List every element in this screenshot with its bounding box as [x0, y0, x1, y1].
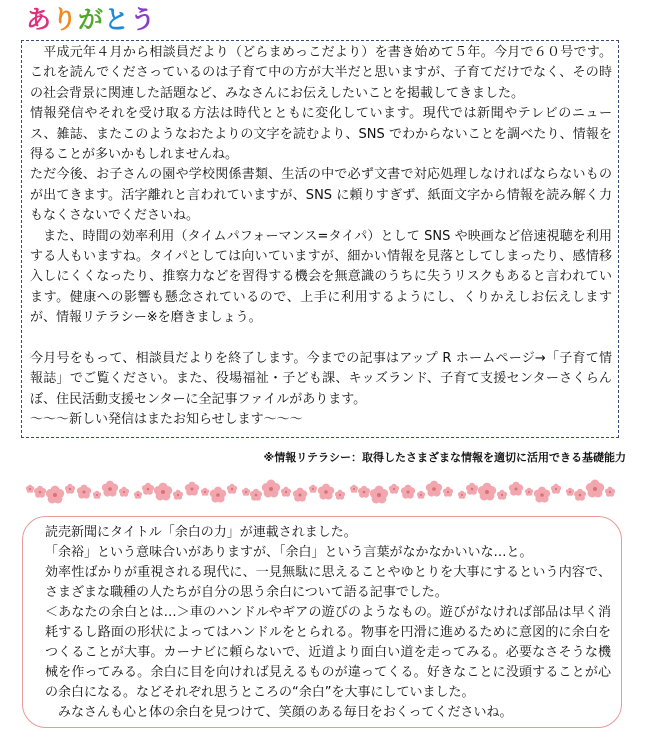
notice-paragraph: 情報発信やそれを受け取る方法は時代とともに変化しています。現代では新聞やテレビのニュース、雑誌、またこのようなおたよりの文字を読むより、SNS でわからないことを調べたり、情報を得ることが多いかもしれませんね。 — [30, 106, 612, 163]
column-paragraph: 効率性ばかりが重視される現代に、一見無駄に思えることやゆとりを大事にするという内容で、さまざまな職種の人たちが自分の思う余白について語る記事でした。 — [45, 565, 611, 600]
notice-paragraph: 今月号をもって、相談員だよりを終了します。今までの記事はアップ R ホームページ→「子育て情報誌」でご覧ください。また、役場福祉・子ども課、キッズランド、子育て支援センターさくらんぼ、住民活動支援センターに全記事ファイルがあります。 — [30, 350, 612, 407]
flower-icon — [93, 491, 101, 499]
flower-divider — [24, 479, 624, 505]
column-paragraph: ＜あなたの余白とは…＞車のハンドルやギアの遊びのようなもの。遊びがなければ部品は早く消耗するし路面の形状によってはハンドルをとられる。物事を円滑に進めるために意図的に余白をつくることが大事。カーナビに頼らないで、近道より面白い道を走ってみる。必要なさそうな機械を作ってみる。余白に目を向ければ見えるものが違ってくる。好きなことに没頭することが心の余白になる。などそれぞれ思うところの“余白”を大事にしていました。 — [45, 605, 611, 700]
flower-icon — [566, 488, 574, 496]
title-char: う — [130, 5, 157, 34]
flower-icon — [358, 486, 370, 498]
flower-icon — [466, 483, 478, 495]
flower-icon — [173, 490, 183, 500]
flower-icon — [478, 483, 496, 501]
flower-icon — [210, 487, 226, 503]
flower-icon — [389, 484, 399, 494]
flower-icon — [574, 489, 586, 501]
flower-icon — [350, 485, 358, 493]
flower-icon — [26, 485, 34, 493]
flower-icon — [134, 491, 142, 499]
flower-icon — [335, 490, 345, 500]
paragraph-gap — [30, 329, 612, 349]
flower-icon — [154, 483, 172, 501]
title-char: あ — [26, 5, 53, 34]
flower-icon — [242, 488, 250, 496]
flower-icon — [102, 481, 118, 497]
flower-icon — [509, 482, 523, 496]
flower-icon — [185, 482, 199, 496]
footnote: ※情報リテラシー：取得したさまざまな情報を適切に活用できる基礎能力 — [263, 451, 626, 464]
column-paragraph: 「余裕」という意味合いがありますが、「余白」という言葉がなかなかいいな…と。 — [45, 545, 533, 560]
flower-icon — [281, 487, 291, 497]
notice-paragraph: 平成元年４月から相談員だより（どらまめっこだより）を書き始めて５年。今月で６０号です。これを読んでくださっているのは子育て中の方が大半だと思いますが、子育てだけでなく、その時の社会背景に関連した話題など、みなさんにお伝えしたいことを掲載してきました。 — [30, 45, 612, 101]
notice-box — [21, 40, 619, 438]
flower-icon — [497, 490, 507, 500]
flower-icon — [443, 487, 453, 497]
flower-icon — [250, 489, 262, 501]
flower-icon — [293, 488, 307, 502]
title-char: り — [52, 5, 79, 34]
flower-icon — [426, 481, 442, 497]
flower-icon — [370, 486, 388, 504]
column-box — [22, 516, 622, 728]
flower-icon — [34, 486, 46, 498]
flower-icon — [77, 485, 91, 499]
flower-icon — [201, 488, 209, 496]
title-char: と — [104, 5, 131, 34]
title-char: が — [78, 5, 105, 34]
page-title — [26, 4, 156, 36]
flower-icon — [119, 487, 129, 497]
column-paragraph: 読売新聞にタイトル「余白の力」が連載されました。 — [45, 525, 357, 540]
flower-icon — [605, 487, 615, 497]
flower-icon — [525, 488, 533, 496]
column-paragraph: みなさんも心と体の余白を見つけて、笑顔のある毎日をおくってくださいね。 — [45, 705, 513, 720]
flower-icon — [586, 480, 604, 498]
flower-icon — [318, 484, 334, 500]
flower-icon — [534, 487, 550, 503]
flower-icon — [227, 484, 237, 494]
flower-icon — [142, 483, 154, 495]
flower-icon — [417, 491, 425, 499]
flower-icon — [65, 484, 75, 494]
flower-icon — [46, 486, 64, 504]
flower-icon — [401, 485, 415, 499]
flower-icon — [309, 485, 317, 493]
notice-paragraph: また、時間の効率利用（タイムパフォーマンス=タイパ）として SNS や映画など倍速視聴を利用する人もいますね。タイパとしては向いていますが、細かい情報を見落としてしまったり、感情移入しにくくなったり、推察力などを習得する機会を無意識のうちに失うリスクもあると言われています。健康への影響も懸念されているので、上手に利用するようにし、くりかえしお伝えしますが、情報リテラシー※を磨きましょう。 — [30, 228, 612, 326]
flower-icon — [458, 491, 466, 499]
flower-icon — [262, 480, 280, 498]
flower-icon — [551, 484, 561, 494]
notice-closing: 〜〜〜新しい発信はまたお知らせします〜〜〜 — [30, 411, 303, 427]
notice-paragraph: ただ今後、お子さんの園や学校関係書類、生活の中で必ず文書で対応処理しなければならないものが出てきます。活字離れと言われていますが、SNS に頼りすぎず、紙面文字から情報を読み解く力もなくさないでくださいね。 — [30, 167, 612, 224]
